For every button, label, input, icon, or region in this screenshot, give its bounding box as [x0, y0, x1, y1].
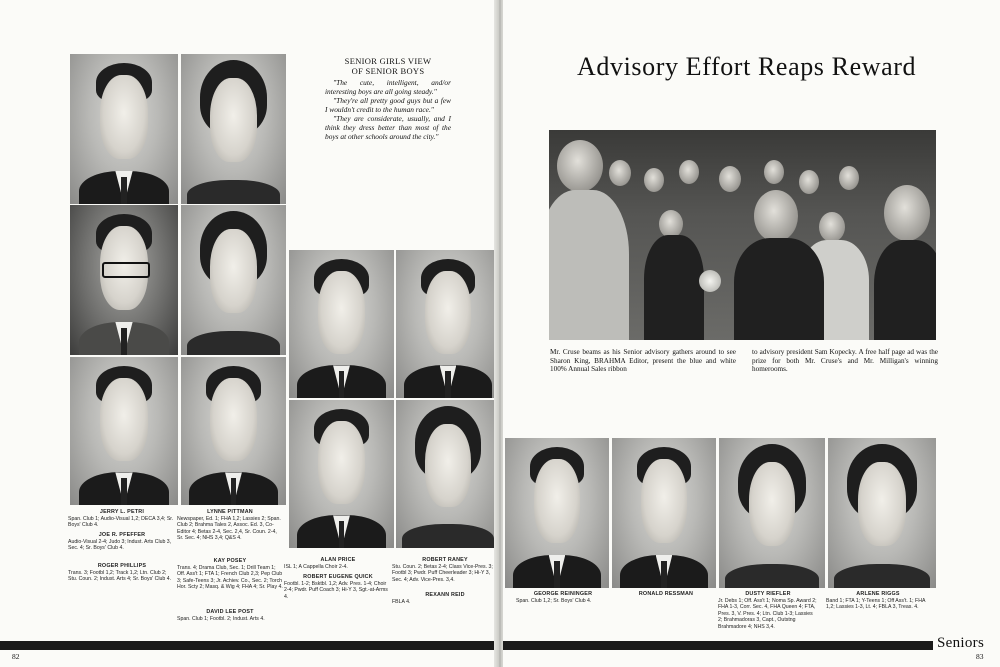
portrait-roger-phillips — [70, 357, 178, 505]
caption-roger-phillips: ROGER PHILLIPS Trans. 3; Footbl 1,2; Track 1,2; Ltn. Club 2; Stu. Coun. 2; Indust. Arts 4; Sr. Boys' Club 4. — [68, 563, 172, 583]
portrait-david-lee-post — [181, 357, 286, 505]
photo-caption-col2: to advisory president Sam Kopecky. A free half page ad was the prize for both Mr. Cruse's and Mr. Milligan's winning homerooms. — [752, 348, 938, 374]
portrait-ronald-ressman — [612, 438, 716, 588]
footer-bar-right — [503, 641, 933, 650]
caption-jerry-petri: JERRY L. PETRI Span. Club 1; Audio-Visual 1,2; DECA 3,4; Sr. Boys' Club 4. — [68, 509, 174, 529]
left-page — [0, 0, 497, 667]
section-label: Seniors — [937, 635, 985, 651]
caption-george-reininger: GEORGE REININGER Span. Club 1,2; Sr. Boys' Club 4. — [516, 591, 593, 604]
caption-lynne-pittman: LYNNE PITTMAN Newspaper, Ed. 1; FHA 1,2; Lassies 2; Span. Club 2; Brahma Tales 2, Assoc. Ed. 3, Co-Editor 4; Betas 2-4, Sec. 2,4, Sr. Coun. 2-4, Sr. Sec. 4; NHS 3,4; Q&S 4. — [177, 509, 281, 542]
caption-ronald-ressman: RONALD RESSMAN — [638, 591, 694, 597]
portrait-alan-price — [289, 250, 394, 398]
caption-joe-pfeffer: JOE R. PFEFFER Audio-Visual 2-4; Judo 3; Indust. Arts Club 3, Sec. 4; Sr. Boys' Club 4. — [68, 532, 172, 552]
caption-david-lee-post: DAVID LEE POST Span. Club 1; Footbl. 2; Indust. Arts 4. — [177, 609, 265, 622]
photo-caption-col1: Mr. Cruse beams as his Senior advisory gathers around to see Sharon King, BRAHMA Editor, present the blue and white 100% Annual Sales ribbon — [550, 348, 736, 374]
caption-dusty-riefler: DUSTY RIEFLER Jr. Debs 1; Off. Ass't 1; Noma Sp. Award 2; FHA 1-3, Corr. Sec. 4, FHA Queen 4; FTA, Pres. 3, V. Pres. 4; Ltn. Club 1-3; Lassies 2; Brahmadoras 3, Capt., Outstng Brahmadore 4; NHS 3,4. — [718, 591, 817, 630]
portrait-arlene-riggs — [828, 438, 936, 588]
portrait-robert-quick — [289, 400, 394, 548]
caption-robert-quick: ROBERT EUGENE QUICK Footbl. 1-2; Bsktbl. 1,2; Adv. Pres. 1-4; Choir 2-4; Pwdr. Puff Coach 3; Hi-Y 3, Sgt.-at-Arms 4. — [284, 574, 388, 600]
quote-paragraph: "They are considerate, usually, and I think they dress better than most of the boys at other schools around the city." — [325, 114, 451, 141]
caption-alan-price: ALAN PRICE ISL 1; A Cappella Choir 2-4. — [284, 557, 356, 570]
caption-arlene-riggs: ARLENE RIGGS Band 1; FTA 1; Y-Teens 1; Off Ass't. 1; FHA 1,2; Lassies 1-3, Lt. 4; FBLA 3, Treas. 4. — [826, 591, 926, 611]
footer-bar-left — [0, 641, 497, 650]
quote-body — [325, 78, 451, 141]
portrait-robert-raney — [396, 250, 500, 398]
page-headline: Advisory Effort Reaps Reward — [577, 52, 917, 81]
portrait-rexann-reid — [396, 400, 500, 548]
advisory-group-photo — [549, 130, 936, 340]
caption-kay-posey: KAY POSEY Trans. 4; Drama Club, Sec. 1; Drill Team 1; Off. Ass't 1; FTA 1; French Club 2,3; Pep Club 3; Safe-Teens 3; Jr. Achiev. Co., Sec. 2; Torch Hor. Scty 2; Masq. & Wig 4; FHA 4; Sr. Play 4. — [177, 558, 283, 591]
quote-paragraph: "The cute, intelligent, and/or interesting boys are all going steady." — [325, 78, 451, 96]
portrait-joe-pfeffer — [70, 205, 178, 355]
page-number-left: 82 — [12, 652, 20, 661]
portrait-dusty-riefler — [719, 438, 825, 588]
portrait-george-reininger — [505, 438, 609, 588]
portrait-jerry-petri — [70, 54, 178, 204]
caption-rexann-reid: REXANN REID FBLA 4. — [392, 592, 465, 605]
quote-title: SENIOR GIRLS VIEW OF SENIOR BOYS — [344, 56, 432, 76]
portrait-kay-posey — [181, 205, 286, 355]
page-number-right: 83 — [976, 652, 984, 661]
quote-paragraph: "They're all pretty good guys but a few I wouldn't credit to the human race." — [325, 96, 451, 114]
caption-robert-raney: ROBERT RANEY Stu. Coun. 2; Betas 2-4; Class Vice-Pres. 3; Footbl 3; Pwdr. Puff Cheerleader 3; Hi-Y 3, Sec. 4; Adv. Vice-Pres. 3,4. — [392, 557, 493, 583]
portrait-lynne-pittman — [181, 54, 286, 204]
